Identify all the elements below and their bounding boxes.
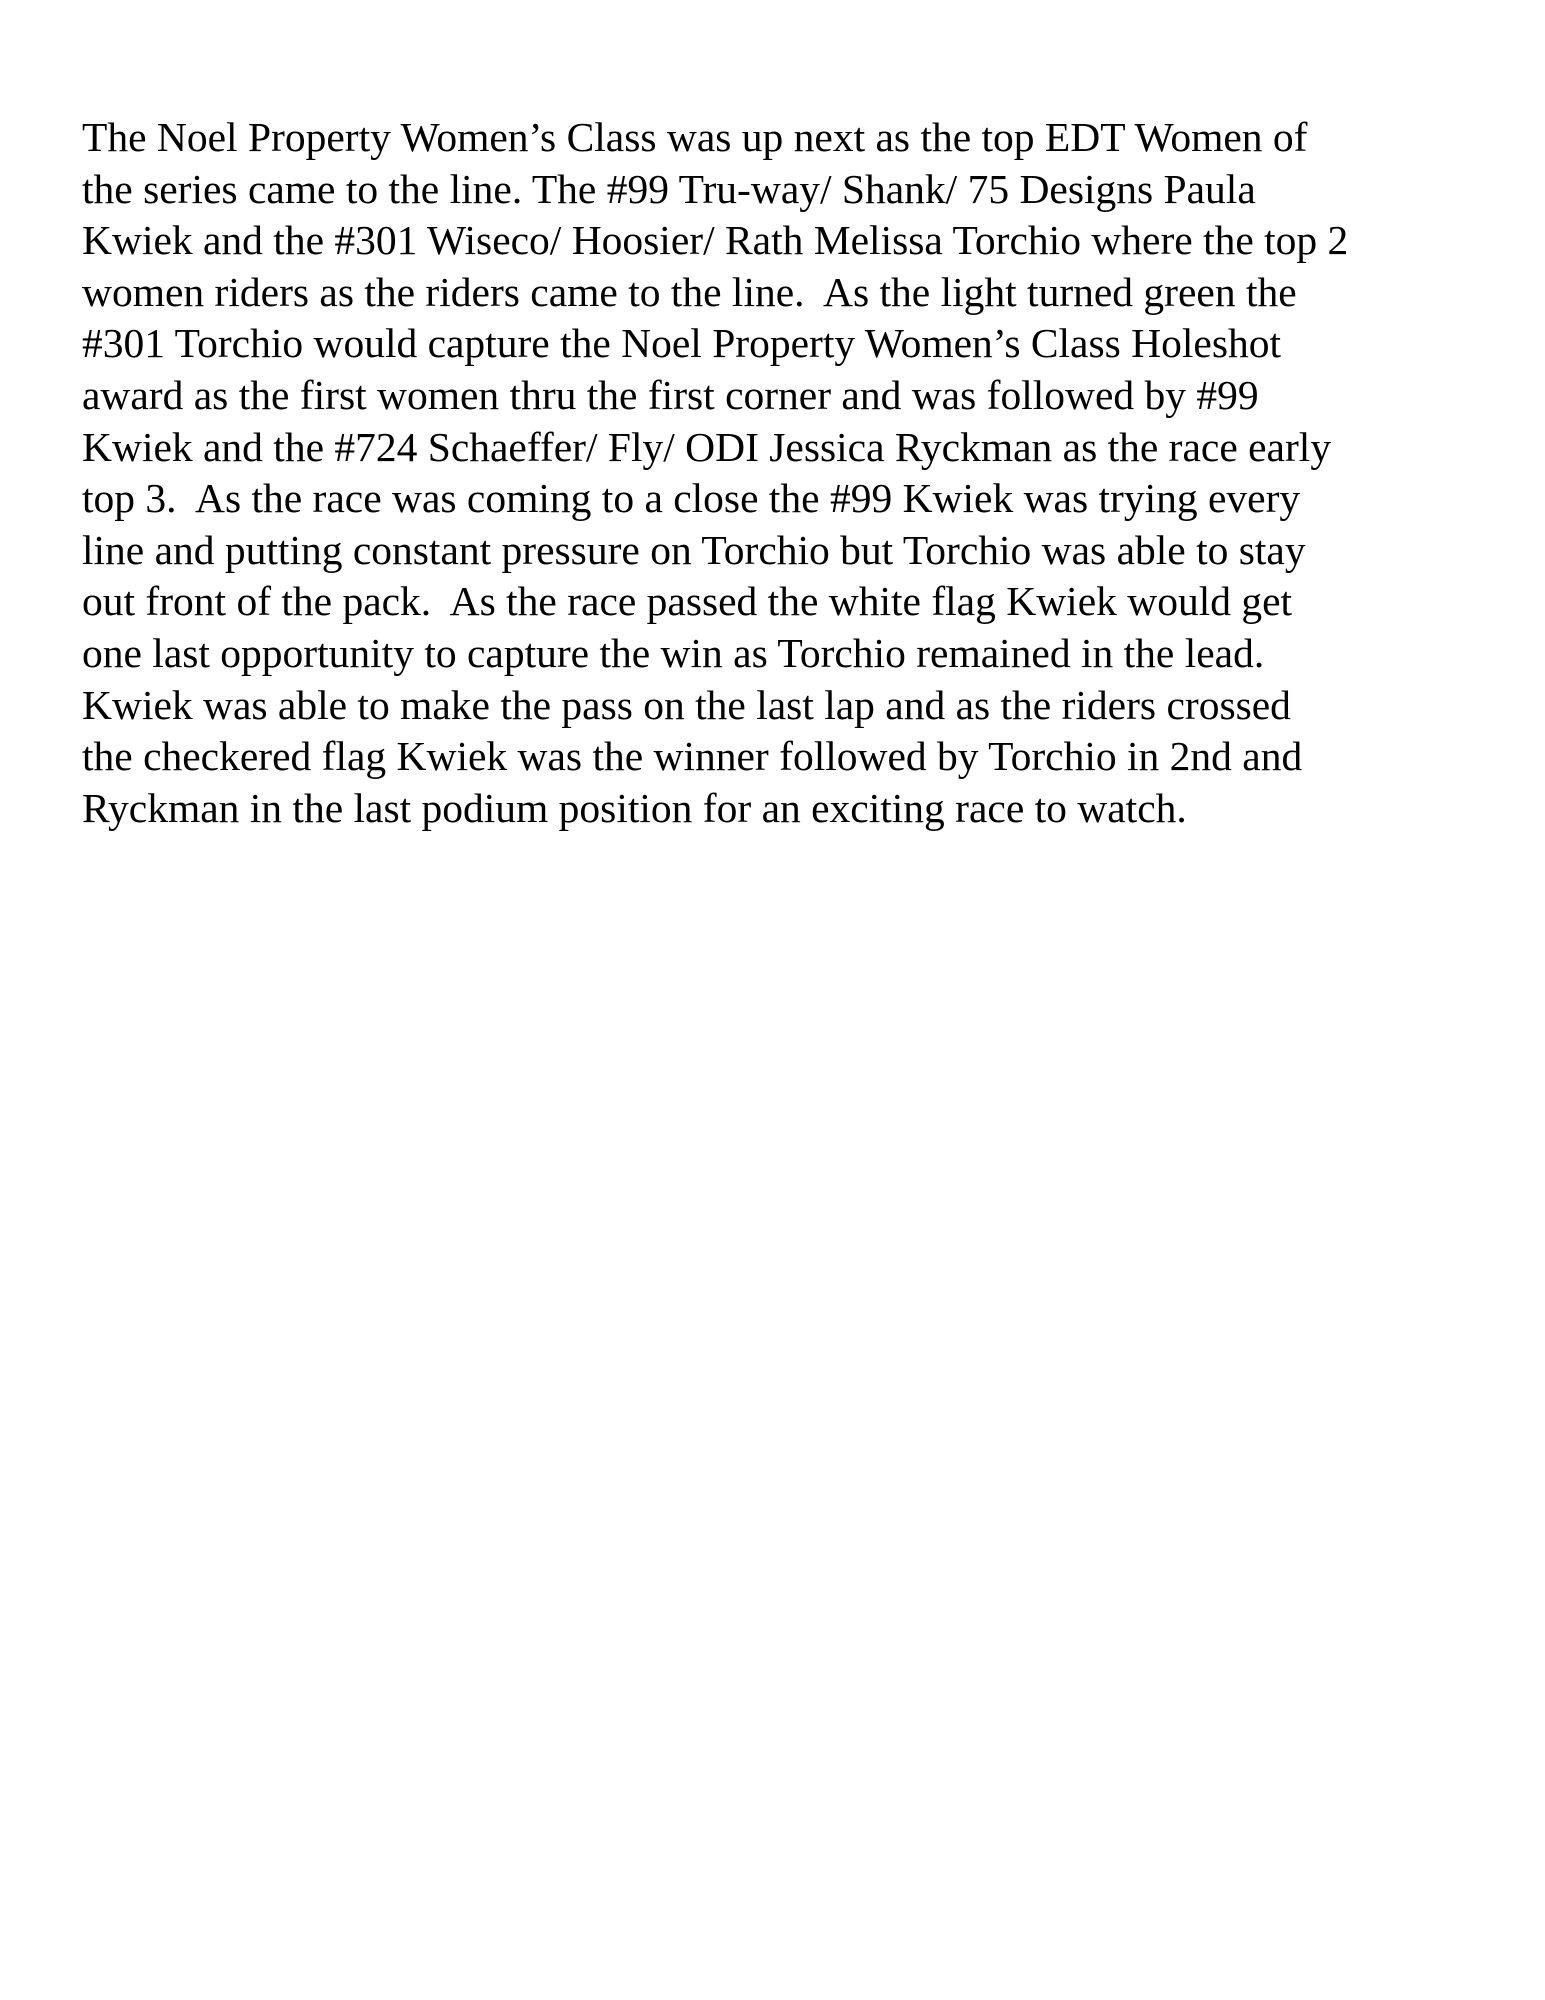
paragraph-line: Kwiek and the #724 Schaeffer/ Fly/ ODI Jessica Ryckman as the race early	[82, 423, 1332, 470]
paragraph-line: top 3. As the race was coming to a close the #99 Kwiek was trying every	[82, 475, 1301, 522]
paragraph-line: #301 Torchio would capture the Noel Property Women’s Class Holeshot	[82, 320, 1282, 367]
paragraph-line: Kwiek and the #301 Wiseco/ Hoosier/ Rath Melissa Torchio where the top 2	[82, 217, 1349, 264]
paragraph-line: Ryckman in the last podium position for an exciting race to watch.	[82, 784, 1187, 831]
paragraph-line: award as the first women thru the first corner and was followed by #99	[82, 371, 1259, 418]
paragraph-line: the series came to the line. The #99 Tru-way/ Shank/ 75 Designs Paula	[82, 165, 1256, 212]
paragraph-line: one last opportunity to capture the win as Torchio remained in the lead.	[82, 629, 1265, 676]
paragraph-line: the checkered flag Kwiek was the winner followed by Torchio in 2nd and	[82, 733, 1303, 780]
paragraph-line: women riders as the riders came to the line. As the light turned green the	[82, 268, 1297, 315]
paragraph-line: line and putting constant pressure on Torchio but Torchio was able to stay	[82, 526, 1306, 573]
paragraph-line: out front of the pack. As the race passed the white flag Kwiek would get	[82, 578, 1293, 625]
paragraph-line: Kwiek was able to make the pass on the last lap and as the riders crossed	[82, 681, 1291, 728]
paragraph-line: The Noel Property Women’s Class was up next as the top EDT Women of	[82, 114, 1308, 160]
race-report-paragraph	[82, 112, 1502, 834]
